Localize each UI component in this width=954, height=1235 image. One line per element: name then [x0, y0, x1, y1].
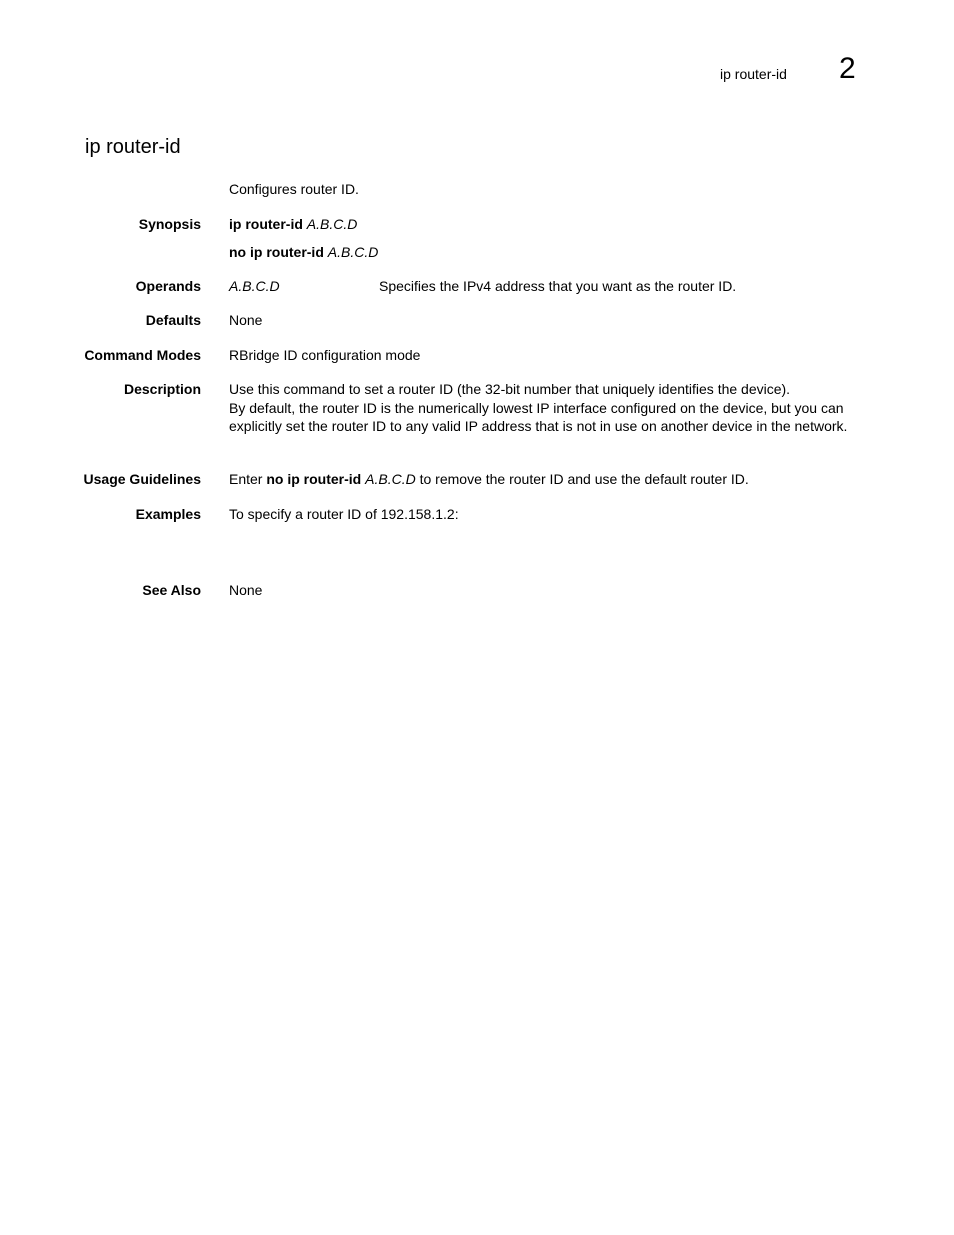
operand-description: Specifies the IPv4 address that you want as the router ID. [379, 278, 737, 294]
usage-prefix: Enter [229, 471, 263, 487]
synopsis-label: Synopsis [138, 216, 201, 232]
summary-text: Configures router ID. [229, 181, 359, 197]
synopsis-line-1 [229, 215, 357, 234]
examples-label: Examples [135, 506, 201, 522]
running-header-title: ip router-id [720, 66, 787, 82]
command-modes-text: RBridge ID configuration mode [229, 347, 421, 363]
synopsis-argument-2: A.B.C.D [327, 244, 379, 260]
synopsis-command-2: no ip router-id [229, 244, 324, 260]
usage-suffix: to remove the router ID and use the default router ID. [419, 471, 749, 487]
see-also-label: See Also [142, 582, 201, 598]
examples-text: To specify a router ID of 192.158.1.2: [229, 506, 459, 522]
synopsis-command-1: ip router-id [229, 216, 303, 232]
operand-name [229, 277, 280, 296]
operands-label: Operands [135, 278, 201, 294]
see-also-text: None [229, 582, 263, 598]
usage-command: no ip router-id [266, 471, 362, 487]
description-paragraph-2: By default, the router ID is the numerically lowest IP interface configured on the device, but you can explicitly set the router ID to any valid IP address that is not in use on another device in the network. [229, 399, 848, 434]
command-modes-label: Command Modes [84, 347, 201, 363]
description-text [229, 380, 859, 436]
synopsis-line-2 [229, 243, 378, 262]
defaults-label: Defaults [145, 312, 201, 328]
description-label: Description [123, 381, 201, 397]
operand-name-text: A.B.C.D [229, 278, 280, 294]
usage-guidelines-text [229, 470, 749, 489]
page-title: ip router-id [85, 136, 181, 158]
usage-argument: A.B.C.D [365, 471, 416, 487]
usage-guidelines-label: Usage Guidelines [83, 471, 201, 487]
defaults-text: None [229, 312, 263, 328]
synopsis-argument-1: A.B.C.D [306, 216, 358, 232]
chapter-number: 2 [839, 52, 856, 85]
description-paragraph-1: Use this command to set a router ID (the 32-bit number that uniquely identifies the device). [229, 381, 791, 397]
